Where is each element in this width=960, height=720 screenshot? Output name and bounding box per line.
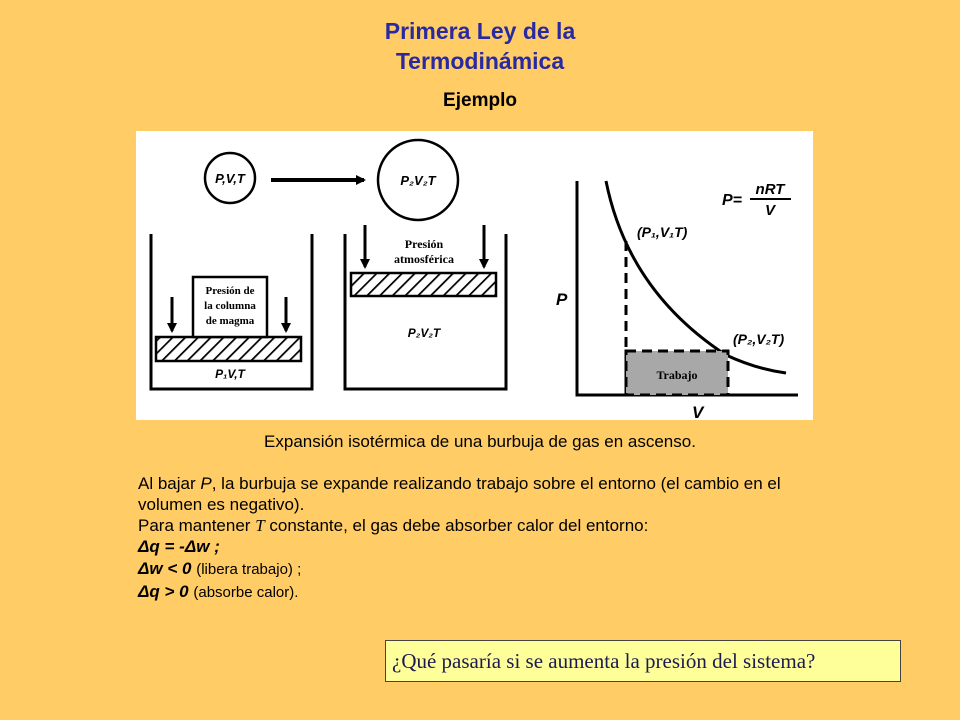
figure-caption: Expansión isotérmica de una burbuja de gas en ascenso. xyxy=(264,432,696,451)
work-label: Trabajo xyxy=(656,368,698,382)
paragraph-2-variable-t: T xyxy=(255,516,265,535)
paragraph-1-text-b: , la burbuja se expande realizando trabajo sobre el entorno (el cambio en el volumen es negativo). xyxy=(138,474,781,514)
middle-cylinder xyxy=(345,225,506,389)
explanation-text xyxy=(138,473,838,604)
bubble-final xyxy=(378,140,458,220)
paragraph-2-text-b: constante, el gas debe absorber calor del entorno: xyxy=(264,516,649,535)
page-title xyxy=(0,16,960,76)
equation-2 xyxy=(138,558,838,581)
bubble-initial xyxy=(205,153,255,203)
equation-2-main: Δw < 0 xyxy=(138,559,192,578)
axis-x-label: V xyxy=(692,403,704,420)
bubble-final-label: P₂V₂T xyxy=(400,173,436,188)
equation-3-note: (absorbe calor). xyxy=(193,584,299,601)
page-subtitle: Ejemplo xyxy=(443,90,517,111)
axis-y-label: P xyxy=(556,290,568,309)
bubble-expansion-figure xyxy=(136,131,813,420)
title-line-2: Termodinámica xyxy=(395,48,565,74)
paragraph-1-text-a: Al bajar xyxy=(138,474,201,493)
bubble-initial-label: P,V,T xyxy=(215,171,245,186)
middle-gas-label: P₂V₂T xyxy=(407,326,441,340)
point2-label: (P₂,V₂T) xyxy=(733,331,785,347)
equation-2-note: (libera trabajo) ; xyxy=(196,561,302,578)
middle-piston xyxy=(351,273,496,296)
magma-label-line-3: de magma xyxy=(205,315,255,327)
magma-label-line-2: la columna xyxy=(204,300,256,312)
atm-label-line-2: atmosférica xyxy=(394,252,454,266)
magma-label-line-1: Presión de xyxy=(205,285,255,297)
paragraph-1 xyxy=(138,473,838,515)
formula-numerator: nRT xyxy=(755,181,785,198)
question-box: ¿Qué pasaría si se aumenta la presión del sistema? xyxy=(385,640,901,682)
formula-lhs: P= xyxy=(722,192,743,209)
equation-3 xyxy=(138,581,838,604)
paragraph-1-variable-p: P xyxy=(200,474,212,493)
title-line-1: Primera Ley de la xyxy=(384,18,576,44)
equation-1: Δq = -Δw ; xyxy=(138,537,220,556)
atm-label-line-1: Presión xyxy=(404,237,444,251)
left-piston xyxy=(156,337,301,361)
formula-denominator: V xyxy=(764,202,776,219)
paragraph-2-text-a: Para mantener xyxy=(138,516,256,535)
left-gas-label: P₁V,T xyxy=(215,367,245,381)
pv-graph xyxy=(556,181,798,420)
equation-3-main: Δq > 0 xyxy=(138,582,189,601)
left-cylinder xyxy=(151,234,312,389)
paragraph-2 xyxy=(138,515,838,536)
point1-label: (P₁,V₁T) xyxy=(637,224,688,240)
